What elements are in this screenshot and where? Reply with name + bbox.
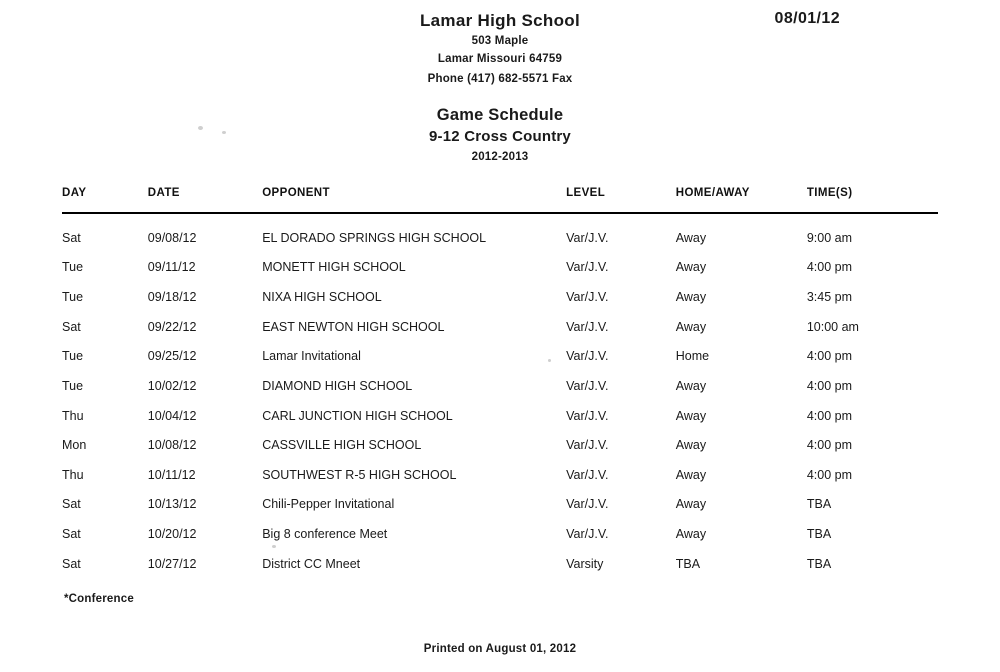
cell-day: Sat [62,556,81,571]
cell-date: 09/18/12 [147,290,197,305]
cell-home-away: Away [675,260,707,275]
cell-day: Tue [62,349,84,364]
cell-time: 3:45 pm [806,290,853,305]
cell-level: Var/J.V. [566,319,609,334]
cell-level: Var/J.V. [566,467,609,482]
cell-opponent: EAST NEWTON HIGH SCHOOL [262,319,445,334]
table-row [62,402,938,432]
cell-home-away: Away [675,290,707,305]
cell-day: Tue [62,290,84,305]
cell-level: Var/J.V. [566,290,609,305]
cell-level: Var/J.V. [566,408,609,423]
cell-home-away: Away [675,378,707,393]
table-row [62,490,938,520]
cell-opponent: SOUTHWEST R-5 HIGH SCHOOL [262,467,457,482]
table-row [62,222,938,254]
cell-time: 4:00 pm [806,378,853,393]
cell-level: Var/J.V. [566,438,609,453]
cell-day: Sat [62,497,81,512]
school-name: Lamar High School [419,11,580,30]
cell-opponent: Lamar Invitational [262,349,361,364]
cell-time: 4:00 pm [806,349,853,364]
cell-home-away: Away [675,438,707,453]
cell-day: Mon [62,438,87,453]
column-header-times: TIME(S) [806,186,853,199]
document-header [0,0,1000,90]
table-row [62,431,938,461]
table-row [62,342,938,372]
table-row [62,253,938,283]
cell-opponent: NIXA HIGH SCHOOL [262,290,382,305]
cell-time: 9:00 am [806,230,853,245]
header-date: 08/01/12 [774,10,840,27]
cell-opponent: Chili-Pepper Invitational [262,497,395,512]
table-row [62,283,938,313]
table-row [62,550,938,580]
cell-day: Sat [62,230,81,245]
column-header-opponent: OPPONENT [262,186,330,199]
cell-date: 10/27/12 [147,556,197,571]
title-block [0,104,1000,168]
column-header-day: DAY [62,186,87,199]
cell-date: 09/11/12 [147,260,196,275]
cell-date: 10/02/12 [147,378,197,393]
printed-on-line: Printed on August 01, 2012 [423,643,577,656]
cell-date: 10/20/12 [147,527,197,542]
schedule-table [62,187,938,580]
cell-date: 10/08/12 [147,438,197,453]
table-row [62,520,938,550]
table-row [62,313,938,343]
cell-day: Tue [62,260,84,275]
cell-opponent: DIAMOND HIGH SCHOOL [262,378,413,393]
cell-time: 10:00 am [806,319,859,334]
cell-level: Var/J.V. [566,527,609,542]
column-header-date: DATE [147,186,180,199]
address-line-1: 503 Maple [471,34,529,47]
season-year: 2012-2013 [471,150,529,163]
cell-date: 09/22/12 [147,319,197,334]
cell-home-away: Away [675,467,707,482]
table-body [62,222,938,580]
column-header-level: LEVEL [566,186,606,199]
cell-day: Thu [62,408,84,423]
cell-time: 4:00 pm [806,438,853,453]
cell-level: Var/J.V. [566,260,609,275]
cell-time: TBA [806,497,832,512]
cell-time: 4:00 pm [806,408,853,423]
cell-day: Sat [62,319,81,334]
address-line-2: Lamar Missouri 64759 [437,52,563,65]
cell-opponent: MONETT HIGH SCHOOL [262,260,406,275]
cell-time: TBA [806,527,832,542]
table-row [62,461,938,491]
cell-home-away: Away [675,230,707,245]
cell-level: Var/J.V. [566,497,609,512]
cell-opponent: District CC Mneet [262,556,361,571]
phone-line: Phone (417) 682-5571 Fax [427,72,573,85]
cell-home-away: Away [675,408,707,423]
cell-date: 10/04/12 [147,408,197,423]
cell-date: 09/08/12 [147,230,197,245]
cell-home-away: Away [675,527,707,542]
cell-time: 4:00 pm [806,260,853,275]
cell-home-away: TBA [675,556,701,571]
table-row [62,372,938,402]
table-header [62,187,938,222]
cell-time: TBA [806,556,832,571]
cell-level: Varsity [566,556,604,571]
cell-home-away: Away [675,497,707,512]
cell-date: 10/13/12 [147,497,197,512]
cell-level: Var/J.V. [566,349,609,364]
cell-opponent: CARL JUNCTION HIGH SCHOOL [262,408,453,423]
footnote: *Conference [64,593,134,606]
header-rule [62,205,938,222]
cell-home-away: Away [675,319,707,334]
schedule-table-wrapper [0,187,1000,580]
cell-level: Var/J.V. [566,378,609,393]
cell-opponent: Big 8 conference Meet [262,527,388,542]
cell-home-away: Home [675,349,710,364]
document-subtitle: 9-12 Cross Country [429,127,571,145]
cell-day: Tue [62,378,84,393]
cell-time: 4:00 pm [806,467,853,482]
cell-day: Sat [62,527,81,542]
cell-day: Thu [62,467,84,482]
cell-opponent: EL DORADO SPRINGS HIGH SCHOOL [262,230,487,245]
cell-date: 10/11/12 [147,467,196,482]
cell-opponent: CASSVILLE HIGH SCHOOL [262,438,422,453]
column-header-home-away: HOME/AWAY [675,186,750,199]
cell-level: Var/J.V. [566,230,609,245]
cell-date: 09/25/12 [147,349,197,364]
header-rule-row [62,205,938,222]
document-title: Game Schedule [436,106,564,125]
